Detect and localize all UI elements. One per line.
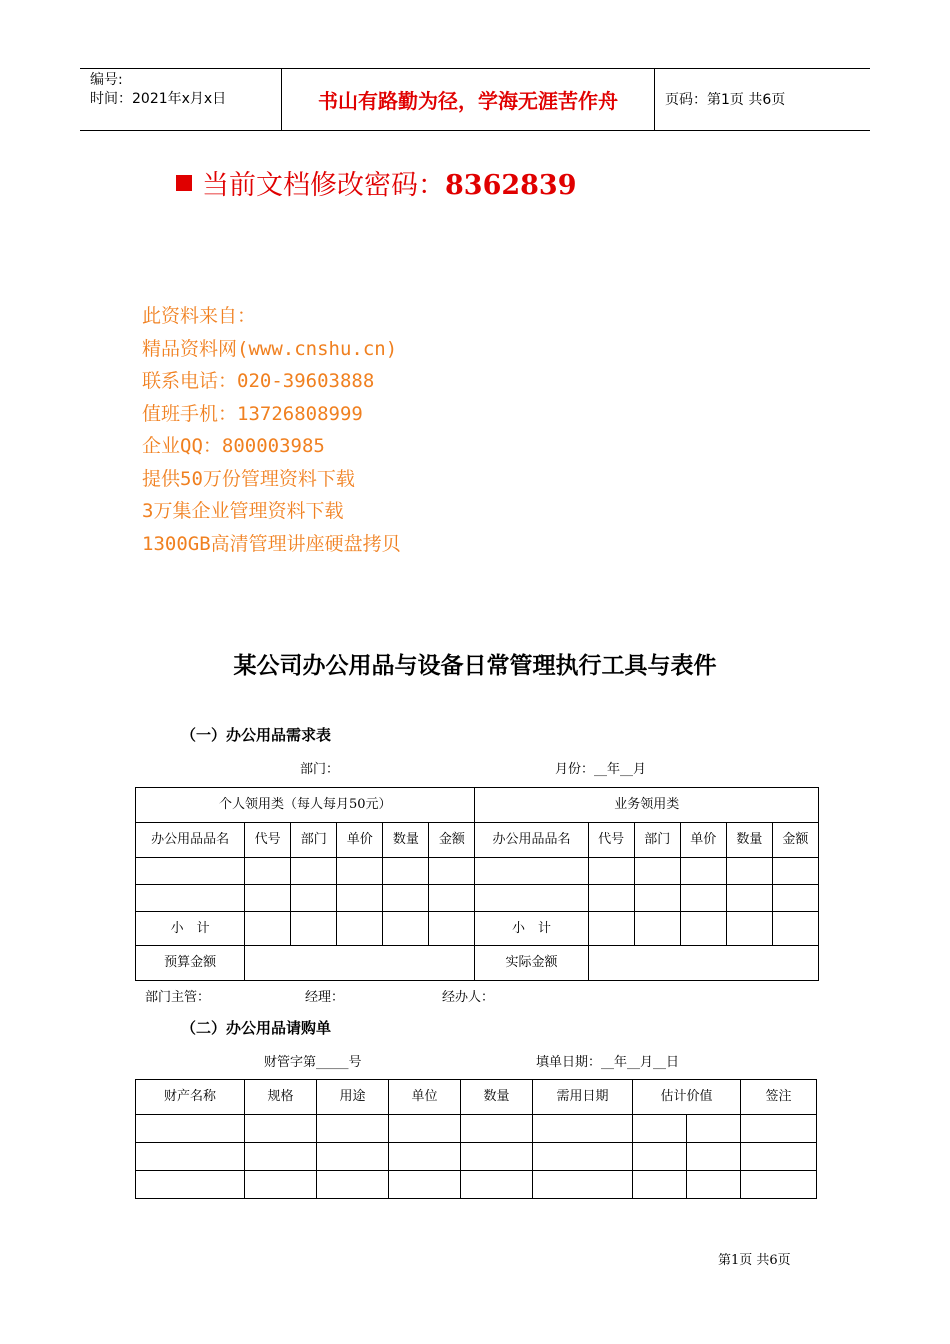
table-cell[interactable] — [136, 1115, 245, 1143]
table-row — [136, 1171, 817, 1199]
column-header: 部门 — [634, 823, 680, 858]
table-row — [136, 885, 819, 912]
table-row — [136, 912, 819, 946]
table-cell[interactable] — [429, 858, 475, 885]
info-line: 1300GB高清管理讲座硬盘拷贝 — [142, 532, 401, 555]
table-cell[interactable] — [633, 1171, 687, 1199]
table-cell[interactable] — [389, 1171, 461, 1199]
header-divider — [654, 69, 655, 130]
table-cell[interactable] — [245, 1115, 317, 1143]
info-line: 企业QQ：800003985 — [142, 435, 325, 457]
source-info — [142, 300, 401, 560]
table-cell[interactable] — [680, 912, 726, 946]
table-cell[interactable] — [429, 912, 475, 946]
column-header: 金额 — [429, 823, 475, 858]
time-label: 时间：2021年x月x日 — [90, 91, 227, 107]
sign-handler: 经办人： — [442, 990, 495, 1005]
table-cell[interactable] — [741, 1115, 817, 1143]
table-cell[interactable] — [136, 1171, 245, 1199]
table-cell[interactable] — [634, 885, 680, 912]
group-business-header: 业务领用类 — [475, 788, 819, 823]
table-cell[interactable] — [680, 885, 726, 912]
sign-manager: 经理： — [305, 990, 345, 1005]
table-cell[interactable] — [337, 885, 383, 912]
actual-value-cell[interactable] — [588, 946, 818, 981]
table-cell[interactable] — [383, 912, 429, 946]
month-label: 月份：__年__月 — [555, 762, 647, 777]
table-cell[interactable] — [772, 912, 818, 946]
column-header: 签注 — [741, 1080, 817, 1115]
table-cell[interactable] — [726, 885, 772, 912]
info-line: 联系电话：020-39603888 — [142, 370, 375, 392]
table-cell[interactable] — [687, 1171, 741, 1199]
table-cell[interactable] — [633, 1115, 687, 1143]
column-header: 单位 — [389, 1080, 461, 1115]
column-header: 数量 — [383, 823, 429, 858]
table-cell[interactable] — [772, 858, 818, 885]
table-cell[interactable] — [245, 912, 291, 946]
table-cell[interactable] — [389, 1115, 461, 1143]
table-row — [136, 858, 819, 885]
table-cell[interactable] — [687, 1115, 741, 1143]
column-header: 办公用品品名 — [136, 823, 245, 858]
table-cell[interactable] — [461, 1143, 533, 1171]
table-cell[interactable] — [136, 885, 245, 912]
table-row — [136, 946, 819, 981]
header-band — [80, 68, 870, 131]
table-cell[interactable] — [291, 885, 337, 912]
table-cell[interactable] — [533, 1143, 633, 1171]
purchase-table — [135, 1079, 817, 1199]
table-cell[interactable] — [533, 1171, 633, 1199]
table-row — [136, 823, 819, 858]
group-personal-header: 个人领用类（每人每月50元） — [136, 788, 475, 823]
column-header: 财产名称 — [136, 1080, 245, 1115]
table-cell[interactable] — [475, 858, 588, 885]
subtotal-label: 小 计 — [136, 912, 245, 946]
demand-table — [135, 787, 819, 981]
table-cell[interactable] — [633, 1143, 687, 1171]
table-row — [136, 788, 819, 823]
column-header: 单价 — [680, 823, 726, 858]
section1-title: （一）办公用品需求表 — [181, 726, 332, 744]
table-cell[interactable] — [337, 912, 383, 946]
document-title: 某公司办公用品与设备日常管理执行工具与表件 — [233, 652, 717, 679]
actual-label: 实际金额 — [475, 946, 588, 981]
fill-date: 填单日期：__年__月__日 — [536, 1055, 680, 1070]
table-cell[interactable] — [634, 858, 680, 885]
header-page-label: 页码：第1页 共6页 — [665, 92, 786, 108]
column-header: 数量 — [461, 1080, 533, 1115]
table-cell[interactable] — [588, 885, 634, 912]
footer-page-number: 第1页 共6页 — [718, 1253, 791, 1268]
subtotal-label: 小 计 — [475, 912, 588, 946]
column-header: 代号 — [588, 823, 634, 858]
password-code: 8362839 — [445, 170, 577, 201]
column-header: 单价 — [337, 823, 383, 858]
budget-value-cell[interactable] — [245, 946, 475, 981]
table-cell[interactable] — [136, 1143, 245, 1171]
table-cell[interactable] — [726, 912, 772, 946]
table-cell[interactable] — [317, 1115, 389, 1143]
info-line: 3万集企业管理资料下载 — [142, 500, 344, 522]
header-motto: 书山有路勤为径，学海无涯苦作舟 — [318, 89, 618, 113]
table-cell[interactable] — [588, 912, 634, 946]
table-cell[interactable] — [337, 858, 383, 885]
info-line: 此资料来自： — [142, 305, 257, 327]
table-cell[interactable] — [317, 1171, 389, 1199]
column-header: 部门 — [291, 823, 337, 858]
table-cell[interactable] — [383, 858, 429, 885]
column-header: 用途 — [317, 1080, 389, 1115]
table-row — [136, 1080, 817, 1115]
table-cell[interactable] — [389, 1143, 461, 1171]
table-cell[interactable] — [741, 1143, 817, 1171]
password-line — [176, 163, 577, 202]
table-cell[interactable] — [461, 1115, 533, 1143]
table-cell[interactable] — [291, 912, 337, 946]
table-cell[interactable] — [291, 858, 337, 885]
table-cell[interactable] — [317, 1143, 389, 1171]
table-row — [136, 1143, 817, 1171]
table-cell[interactable] — [588, 858, 634, 885]
table-cell[interactable] — [741, 1171, 817, 1199]
column-header: 需用日期 — [533, 1080, 633, 1115]
table-cell[interactable] — [383, 885, 429, 912]
table-cell[interactable] — [772, 885, 818, 912]
budget-label: 预算金额 — [136, 946, 245, 981]
column-header: 估计价值 — [633, 1080, 741, 1115]
serial-label: 编号: — [90, 72, 123, 88]
column-header: 数量 — [726, 823, 772, 858]
red-square-icon — [176, 175, 192, 191]
table-cell[interactable] — [461, 1171, 533, 1199]
table-cell[interactable] — [726, 858, 772, 885]
table-row — [136, 1115, 817, 1143]
table-cell[interactable] — [245, 1171, 317, 1199]
sign-dept-head: 部门主管： — [145, 990, 211, 1005]
info-line: 精品资料网(www.cnshu.cn) — [142, 337, 398, 360]
column-header: 金额 — [772, 823, 818, 858]
table-cell[interactable] — [245, 885, 291, 912]
table-cell[interactable] — [429, 885, 475, 912]
table-cell[interactable] — [533, 1115, 633, 1143]
dept-label: 部门： — [300, 762, 340, 777]
table-cell[interactable] — [687, 1143, 741, 1171]
header-meta — [90, 71, 226, 109]
info-line: 提供50万份管理资料下载 — [142, 467, 355, 490]
column-header: 规格 — [245, 1080, 317, 1115]
finance-number: 财管字第_____号 — [264, 1055, 362, 1070]
column-header: 代号 — [245, 823, 291, 858]
table-cell[interactable] — [245, 858, 291, 885]
table-cell[interactable] — [680, 858, 726, 885]
table-cell[interactable] — [634, 912, 680, 946]
info-line: 值班手机：13726808999 — [142, 402, 363, 425]
table-cell[interactable] — [475, 885, 588, 912]
table-cell[interactable] — [136, 858, 245, 885]
column-header: 办公用品品名 — [475, 823, 588, 858]
section2-title: （二）办公用品请购单 — [181, 1019, 332, 1037]
password-label: 当前文档修改密码： — [202, 170, 445, 201]
table-cell[interactable] — [245, 1143, 317, 1171]
